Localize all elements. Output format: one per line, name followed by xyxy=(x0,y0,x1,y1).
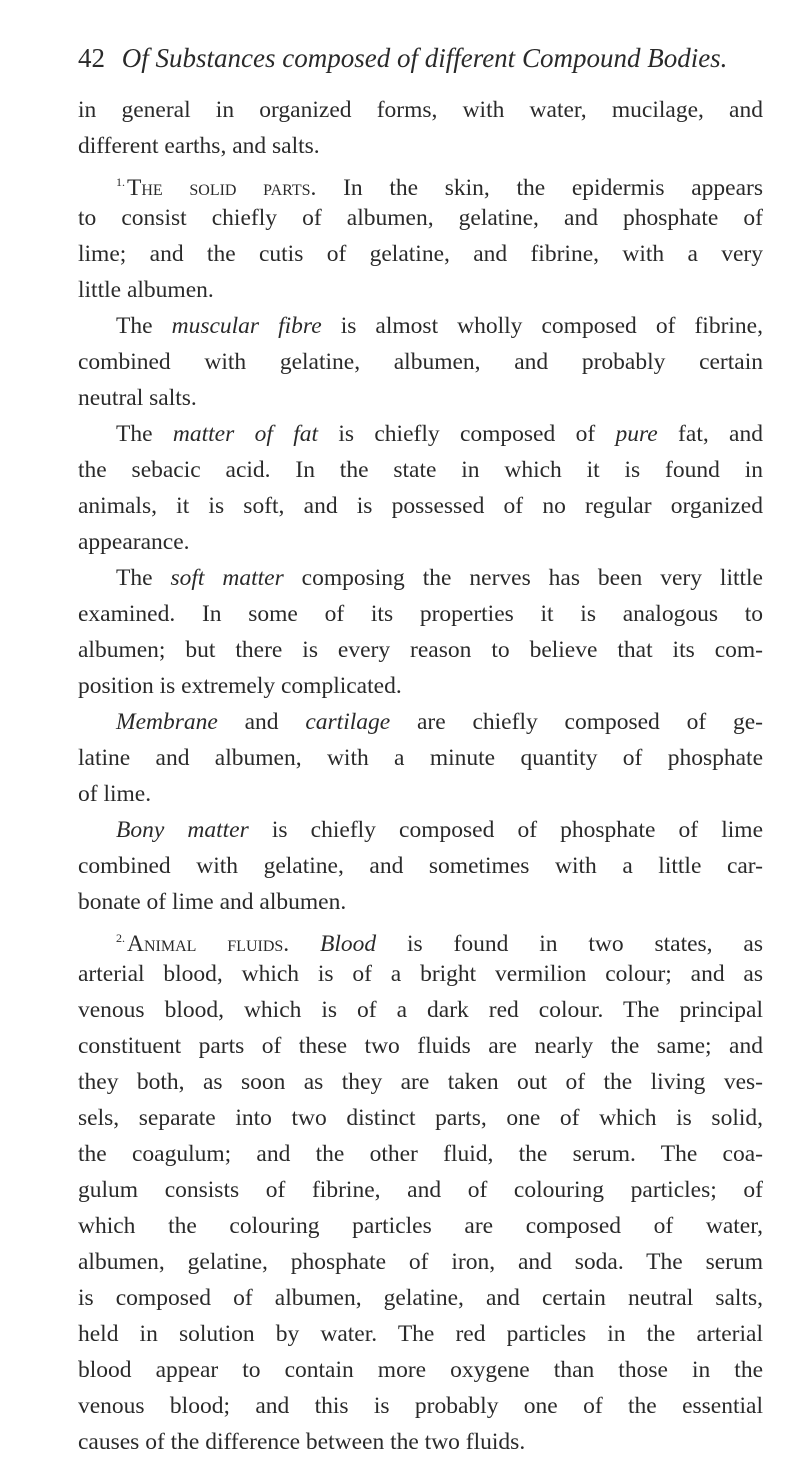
body-text xyxy=(78,92,763,1460)
line-text-segment: The xyxy=(116,313,172,339)
line-text: composing the nerves has been very little xyxy=(283,565,763,591)
text-line xyxy=(78,308,763,344)
line-text: venous blood; and this is probably one of the essential xyxy=(78,1393,763,1419)
text-line xyxy=(78,1136,763,1172)
line-text xyxy=(289,931,320,957)
text-line xyxy=(78,704,763,740)
line-text: is composed of albumen, gelatine, and certain neutral salts, xyxy=(78,1285,763,1311)
line-text: of lime. xyxy=(78,781,152,807)
line-text: is chiefly composed of phosphate of lime xyxy=(248,817,763,843)
italic-term: muscular fibre xyxy=(171,313,322,339)
text-line xyxy=(78,1388,763,1424)
text-line xyxy=(78,272,763,308)
line-text: latine and albumen, with a minute quantity of phosphate xyxy=(78,745,763,771)
text-line xyxy=(78,1064,763,1100)
line-text: different earths, and salts. xyxy=(78,133,320,159)
line-text-segment: is found in two states, as xyxy=(376,931,763,957)
line-text: gulum consists of fibrine, and of colouring particles; of xyxy=(78,1177,763,1203)
text-line xyxy=(78,416,763,452)
italic-term: Membrane xyxy=(116,709,218,735)
section-marker: 1. xyxy=(116,175,125,189)
line-text: is chiefly composed of xyxy=(318,421,616,447)
text-line xyxy=(78,1424,763,1460)
line-text: sels, separate into two distinct parts, one of which is solid, xyxy=(78,1105,763,1131)
page-number: 42 xyxy=(78,43,105,73)
text-line xyxy=(78,992,763,1028)
running-title: Of Substances composed of different Compound Bodies. xyxy=(121,43,728,73)
italic-term: Bony matter xyxy=(116,817,249,843)
line-text: constituent parts of these two fluids are nearly the same; and xyxy=(78,1033,763,1059)
text-line xyxy=(78,1244,763,1280)
line-text: and xyxy=(217,709,306,735)
line-text: In the skin, the epidermis appears xyxy=(316,175,763,201)
text-line xyxy=(78,200,763,236)
italic-term: soft matter xyxy=(170,565,284,591)
line-text: the coagulum; and the other fluid, the serum. The coa- xyxy=(78,1141,763,1167)
text-line xyxy=(78,848,763,884)
line-text: blood appear to contain more oxygene than those in the xyxy=(78,1357,763,1383)
line-text: is almost wholly composed of fibrine, xyxy=(321,313,763,339)
text-line xyxy=(78,812,763,848)
line-text: which the colouring particles are composed of water, xyxy=(78,1213,763,1239)
section-heading: Animal fluids. xyxy=(127,931,290,957)
line-text: appearance. xyxy=(78,529,190,555)
text-line xyxy=(78,668,763,704)
line-text: the sebacic acid. In the state in which it is found in xyxy=(78,457,763,483)
line-text: combined with gelatine, albumen, and probably certain xyxy=(78,349,763,375)
text-line xyxy=(78,380,763,416)
line-text: neutral salts. xyxy=(78,385,197,411)
text-line xyxy=(78,1208,763,1244)
text-line xyxy=(78,956,763,992)
text-line xyxy=(78,560,763,596)
line-text: examined. In some of its properties it is analogous to xyxy=(78,601,763,627)
text-line xyxy=(78,632,763,668)
line-text: held in solution by water. The red particles in the arterial xyxy=(78,1321,763,1347)
line-text: causes of the difference between the two fluids. xyxy=(78,1429,526,1455)
line-text-segment: are chiefly composed of ge- xyxy=(390,709,763,735)
text-line xyxy=(78,1316,763,1352)
text-line xyxy=(78,1100,763,1136)
line-text: little albumen. xyxy=(78,277,214,303)
line-text: albumen; but there is every reason to believe that its com- xyxy=(78,637,763,663)
text-line xyxy=(78,344,763,380)
line-text: combined with gelatine, and sometimes with a little car- xyxy=(78,853,763,879)
text-line xyxy=(78,1028,763,1064)
line-text: albumen, gelatine, phosphate of iron, and soda. The serum xyxy=(78,1249,763,1275)
text-line xyxy=(78,92,763,128)
running-head xyxy=(78,38,763,78)
line-text: lime; and the cutis of gelatine, and fibrine, with a very xyxy=(78,241,763,267)
line-text: they both, as soon as they are taken out of the living ves- xyxy=(78,1069,763,1095)
text-line xyxy=(78,776,763,812)
line-text-segment: The xyxy=(116,421,173,447)
line-text: to consist chiefly of albumen, gelatine, and phosphate of xyxy=(78,205,763,231)
text-line xyxy=(78,1280,763,1316)
line-text: arterial blood, which is of a bright vermilion colour; and as xyxy=(78,961,763,987)
text-line xyxy=(78,884,763,920)
text-line xyxy=(78,740,763,776)
text-line xyxy=(78,1352,763,1388)
text-line xyxy=(78,452,763,488)
text-line xyxy=(78,488,763,524)
line-text: bonate of lime and albumen. xyxy=(78,889,347,915)
text-line xyxy=(78,920,763,956)
italic-term: matter of fat xyxy=(172,421,319,447)
text-line xyxy=(78,524,763,560)
text-line xyxy=(78,236,763,272)
italic-term: Blood xyxy=(320,931,377,957)
line-text: venous blood, which is of a dark red colour. The principal xyxy=(78,997,763,1023)
line-text-segment: fat, and xyxy=(657,421,763,447)
line-text: position is extremely complicated. xyxy=(78,673,402,699)
section-marker: 2. xyxy=(116,931,125,945)
text-line xyxy=(78,128,763,164)
text-line xyxy=(78,596,763,632)
italic-term: cartilage xyxy=(305,709,391,735)
text-line xyxy=(78,1172,763,1208)
line-text-segment: The xyxy=(116,565,171,591)
italic-term: pure xyxy=(615,421,658,447)
section-heading: The solid parts. xyxy=(127,175,317,201)
text-line xyxy=(78,164,763,200)
line-text: in general in organized forms, with water, mucilage, and xyxy=(78,97,763,123)
line-text: animals, it is soft, and is possessed of no regular organized xyxy=(78,493,763,519)
